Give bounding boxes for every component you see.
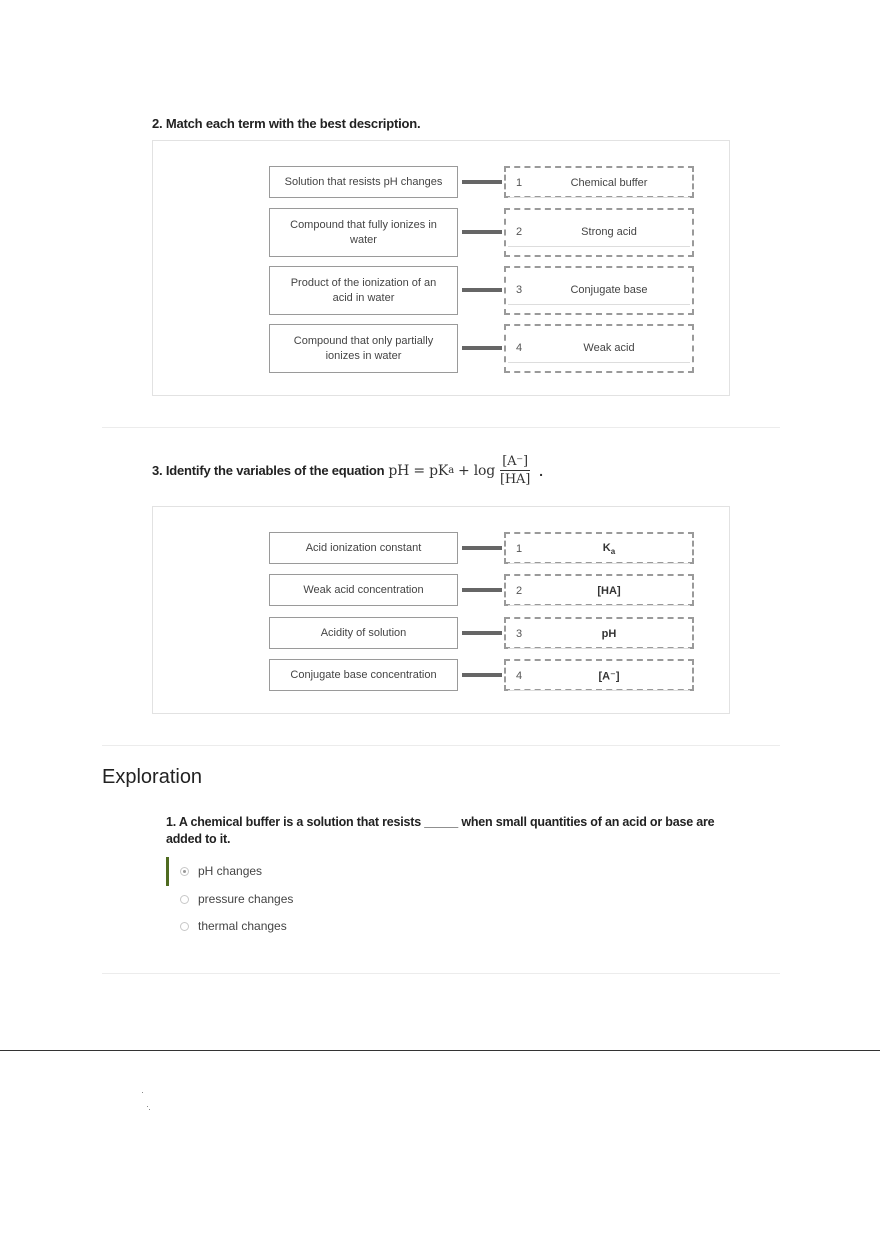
henderson-hasselbalch-equation [388,454,542,487]
option-label: pressure changes [198,892,294,906]
answer-label [538,542,680,556]
term-card[interactable]: Compound that only partially ionizes in water [269,324,458,373]
page-artifact [142,1092,143,1093]
section-divider [102,973,780,974]
section-heading: Exploration [102,766,203,788]
term-card[interactable]: Acidity of solution [269,617,458,649]
term-card[interactable]: Compound that fully ionizes in water [269,208,458,257]
page-footer-rule [0,1050,880,1051]
equation-fraction [498,454,532,487]
answer-slot[interactable] [504,574,694,606]
answer-slot[interactable] [504,266,694,315]
match-connector [462,288,502,292]
match-connector [462,588,502,592]
answer-slot[interactable] [504,208,694,257]
radio-button[interactable] [180,895,189,904]
answer-slot[interactable] [504,324,694,373]
term-card[interactable]: Weak acid concentration [269,574,458,606]
match-connector [462,230,502,234]
page-artifact [149,1109,150,1110]
matching-panel-q3 [152,506,730,714]
term-card[interactable]: Acid ionization constant [269,532,458,564]
answer-card[interactable] [508,577,690,606]
equation-subscript: a [448,465,454,476]
answer-slot[interactable] [504,532,694,564]
answer-card[interactable] [508,276,690,305]
answer-number: 4 [516,670,523,682]
match-connector [462,631,502,635]
answer-number: 4 [516,342,523,354]
answer-slot[interactable] [504,166,694,198]
question-3-title [152,454,543,487]
answer-option[interactable] [180,919,287,933]
answer-label: [A⁻] [598,670,620,683]
question-2-title: 2. Match each term with the best description. [152,116,421,131]
selected-answer-indicator [166,857,169,886]
exploration-question: 1. A chemical buffer is a solution that resists _____ when small quantities of an acid or base are added to it. [166,815,715,846]
answer-label: Conjugate base [570,284,648,296]
answer-label: Strong acid [581,226,637,238]
term-card[interactable]: Conjugate base concentration [269,659,458,691]
answer-number: 1 [516,543,523,555]
answer-card[interactable] [508,662,690,691]
question-3-prefix: 3. Identify the variables of the equation [152,463,385,478]
page-artifact [147,1106,148,1107]
answer-label: Weak acid [583,342,635,354]
answer-number: 2 [516,585,523,597]
match-connector [462,673,502,677]
equation-suffix: . [539,462,543,479]
answer-option[interactable] [180,892,293,906]
answer-number: 3 [516,628,523,640]
term-card[interactable]: Solution that resists pH changes [269,166,458,198]
answer-card[interactable] [508,620,690,649]
answer-card[interactable] [508,218,690,247]
equation-log: + log [457,462,496,479]
radio-button[interactable] [180,867,189,876]
answer-label-subscript: a [610,547,616,557]
answer-label: pH [601,628,617,640]
answer-number: 2 [516,226,523,238]
answer-label-main: K [602,541,611,554]
answer-number: 3 [516,284,523,296]
answer-card[interactable] [508,535,690,564]
radio-button[interactable] [180,922,189,931]
answer-slot[interactable] [504,617,694,649]
answer-slot[interactable] [504,659,694,691]
term-card[interactable]: Product of the ionization of an acid in water [269,266,458,315]
option-label: thermal changes [198,919,287,933]
section-divider [102,427,780,428]
equation-denominator: [HA] [500,472,531,487]
answer-card[interactable] [508,169,690,198]
match-connector [462,546,502,550]
match-connector [462,346,502,350]
match-connector [462,180,502,184]
answer-card[interactable] [508,334,690,363]
answer-number: 1 [516,177,523,189]
answer-option[interactable] [180,864,262,878]
equation-numerator: [A⁻] [502,454,528,469]
section-divider [102,745,780,746]
equation-lhs: pH = pK [388,462,449,479]
option-label: pH changes [198,864,263,878]
answer-label: Chemical buffer [570,177,648,189]
answer-label: [HA] [597,585,621,597]
matching-panel-q2 [152,140,730,396]
